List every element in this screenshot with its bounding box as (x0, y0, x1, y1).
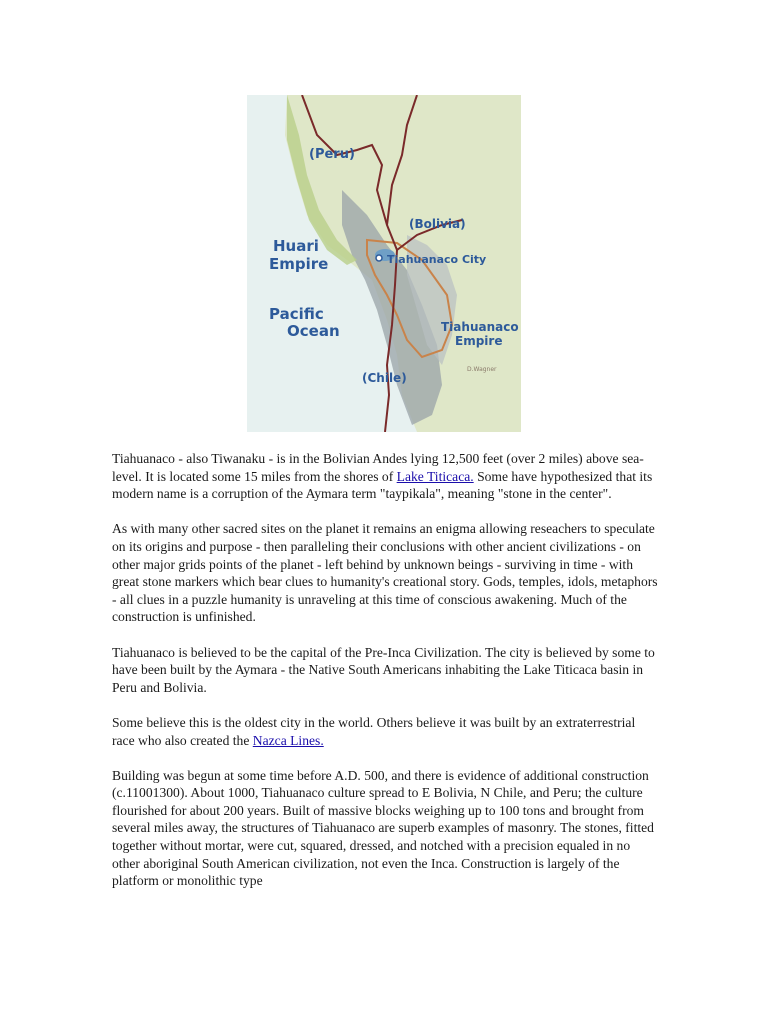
label-huari-1: Huari (273, 237, 319, 255)
paragraph-4: Some believe this is the oldest city in the world. Others believe it was built by an extraterrestrial race who also created the Nazca Lines. (112, 714, 636, 748)
city-marker (376, 255, 382, 261)
article-body (112, 450, 660, 907)
label-tiahuanaco-empire-1: Tiahuanaco (441, 320, 519, 334)
label-huari-2: Empire (269, 255, 329, 273)
paragraph-1: Tiahuanaco - also Tiwanaku - is in the Bolivian Andes lying 12,500 feet (over 2 miles) above sea-level. It is located some 15 miles from the shores of Lake Titicaca. Some have hypothesized that its modern name is a corruption of the Aymara term "taypikala", meaning "stone in the center". (112, 451, 653, 502)
map-image (247, 95, 521, 432)
artist-signature: D.Wagner (467, 366, 497, 373)
label-tiahuanaco-city: Tiahuanaco City (387, 253, 487, 266)
label-pacific: Pacific (269, 305, 324, 323)
lake-titicaca-link[interactable]: Lake Titicaca. (396, 468, 474, 484)
paragraph-3: Tiahuanaco is believed to be the capital of the Pre-Inca Civilization. The city is believed by some to have been built by the Aymara - the Native South Americans inhabiting the Lake Titicaca basin in Peru and Bolivia. (112, 644, 655, 695)
label-chile: (Chile) (362, 371, 407, 385)
paragraph-2: As with many other sacred sites on the planet it remains an enigma allowing reseachers to speculate on its origins and purpose - then paralleling their conclusions with other ancient civilizations - on other major grids points of the planet - left behind by unknown beings - surviving in time - with great stone markers which bear clues to humanity's creational story. Gods, temples, idols, metaphors - all clues in a puzzle humanity is unraveling at this time of conscious awakening. Much of the construction is unfinished. (112, 521, 658, 625)
label-peru: (Peru) (309, 147, 355, 162)
paragraph-5: Building was begun at some time before A.D. 500, and there is evidence of additional construction (c.11001300). About 1000, Tiahuanaco culture spread to E Bolivia, N Chile, and Peru; the culture flourished for about 200 years. Built of massive blocks weighing up to 100 tons and brought from several miles away, the structures of Tiahuanaco are superb examples of masonry. The stones, fitted together without mortar, were cut, squared, dressed, and notched with a precision equaled in no other aboriginal South American civilization, not even the Inca. Construction is largely of the platform or monolithic type (112, 767, 654, 889)
label-tiahuanaco-empire-2: Empire (455, 334, 503, 348)
nazca-lines-link[interactable]: Nazca Lines. (252, 732, 324, 748)
label-ocean: Ocean (287, 322, 340, 340)
map-illustration (247, 95, 521, 432)
label-bolivia: (Bolivia) (409, 217, 466, 231)
